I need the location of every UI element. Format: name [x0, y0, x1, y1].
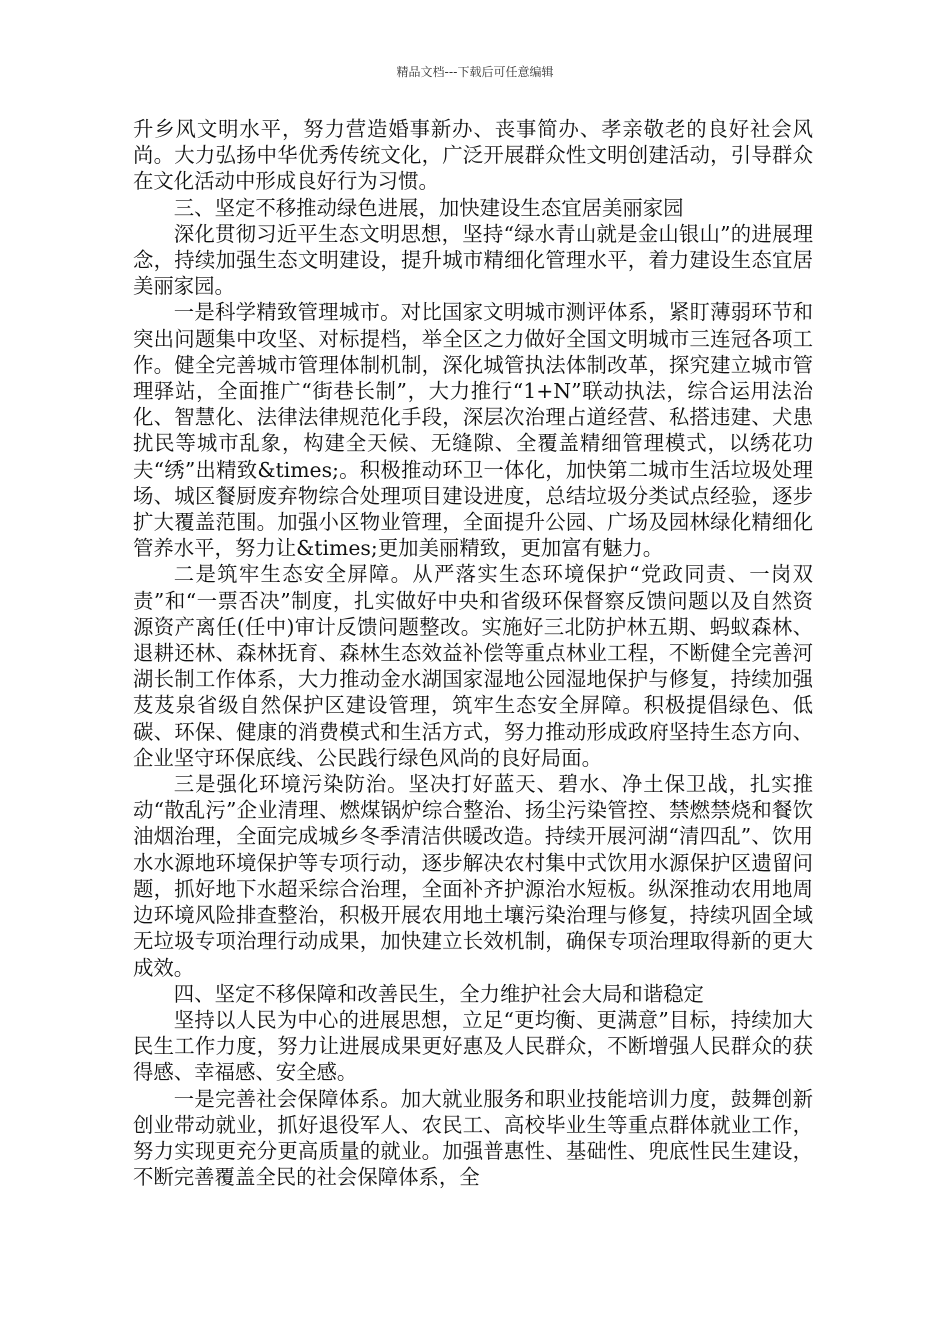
paragraph-5: 三是强化环境污染防治。坚决打好蓝天、碧水、净土保卫战，扎实推动“散乱污”企业清理、燃煤锅炉综合整治、扬尘污染管控、禁燃禁烧和餐饮油烟治理，全面完成城乡冬季清洁供暖改造。持续开展河湖“清四乱”、饮用水水源地环境保护等专项行动，逐步解决农村集中式饮用水源保护区遗留问题，抓好地下水超采综合治理，全面补齐护源治水短板。纵深推动农用地周边环境风险排查整治，积极开展农用地土壤污染治理与修复，持续巩固全域无垃圾专项治理行动成果，加快建立长效机制，确保专项治理取得新的更大成效。 — [133, 772, 813, 980]
paragraph-2: 深化贯彻习近平生态文明思想，坚持“绿水青山就是金山银山”的进展理念，持续加强生态文明建设，提升城市精细化管理水平，着力建设生态宜居美丽家园。 — [133, 221, 813, 299]
paragraph-6: 坚持以人民为中心的进展思想，立足“更均衡、更满意”目标，持续加大民生工作力度，努力让进展成果更好惠及人民群众，不断增强人民群众的获得感、幸福感、安全感。 — [133, 1007, 813, 1085]
paragraph-4: 二是筑牢生态安全屏障。从严落实生态环境保护“党政同责、一岗双责”和“一票否决”制度，扎实做好中央和省级环保督察反馈问题以及自然资源资产离任(任中)审计反馈问题整改。实施好三北防护林五期、蚂蚁森林、退耕还林、森林抚育、森林生态效益补偿等重点林业工程，不断健全完善河湖长制工作体系，大力推动金水湖国家湿地公园湿地保护与修复，持续加强芨芨泉省级自然保护区建设管理，筑牢生态安全屏障。积极提倡绿色、低碳、环保、健康的消费模式和生活方式，努力推动形成政府坚持生态方向、企业坚守环保底线、公民践行绿色风尚的良好局面。 — [133, 562, 813, 770]
document-body — [133, 116, 813, 1190]
paragraph-7: 一是完善社会保障体系。加大就业服务和职业技能培训力度，鼓舞创新创业带动就业，抓好退役军人、农民工、高校毕业生等重点群体就业工作，努力实现更充分更高质量的就业。加强普惠性、基础性、兜底性民生建设，不断完善覆盖全民的社会保障体系，全 — [133, 1086, 813, 1190]
paragraph-3: 一是科学精致管理城市。对比国家文明城市测评体系，紧盯薄弱环节和突出问题集中攻坚、对标提档，举全区之力做好全国文明城市三连冠各项工作。健全完善城市管理体制机制，深化城管执法体制改革，探究建立城市管理驿站，全面推广“街巷长制”，大力推行“1+N”联动执法，综合运用法治化、智慧化、法律法律规范化手段，深层次治理占道经营、私搭违建、犬患扰民等城市乱象，构建全天候、无缝隙、全覆盖精细管理模式，以绣花功夫“绣”出精致&times;。积极推动环卫一体化，加快第二城市生活垃圾处理场、城区餐厨废弃物综合处理项目建设进度，总结垃圾分类试点经验，逐步扩大覆盖范围。加强小区物业管理，全面提升公园、广场及园林绿化精细化管养水平，努力让&times;更加美丽精致，更加富有魅力。 — [133, 300, 813, 561]
page-header: 精品文档---下载后可任意编辑 — [396, 65, 554, 79]
paragraph-1: 升乡风文明水平，努力营造婚事新办、丧事简办、孝亲敬老的良好社会风尚。大力弘扬中华优秀传统文化，广泛开展群众性文明创建活动，引导群众在文化活动中形成良好行为习惯。 — [133, 117, 813, 194]
section-heading-3: 三、坚定不移推动绿色进展，加快建设生态宜居美丽家园 — [173, 195, 684, 220]
section-heading-4: 四、坚定不移保障和改善民生，全力维护社会大局和谐稳定 — [173, 981, 704, 1006]
